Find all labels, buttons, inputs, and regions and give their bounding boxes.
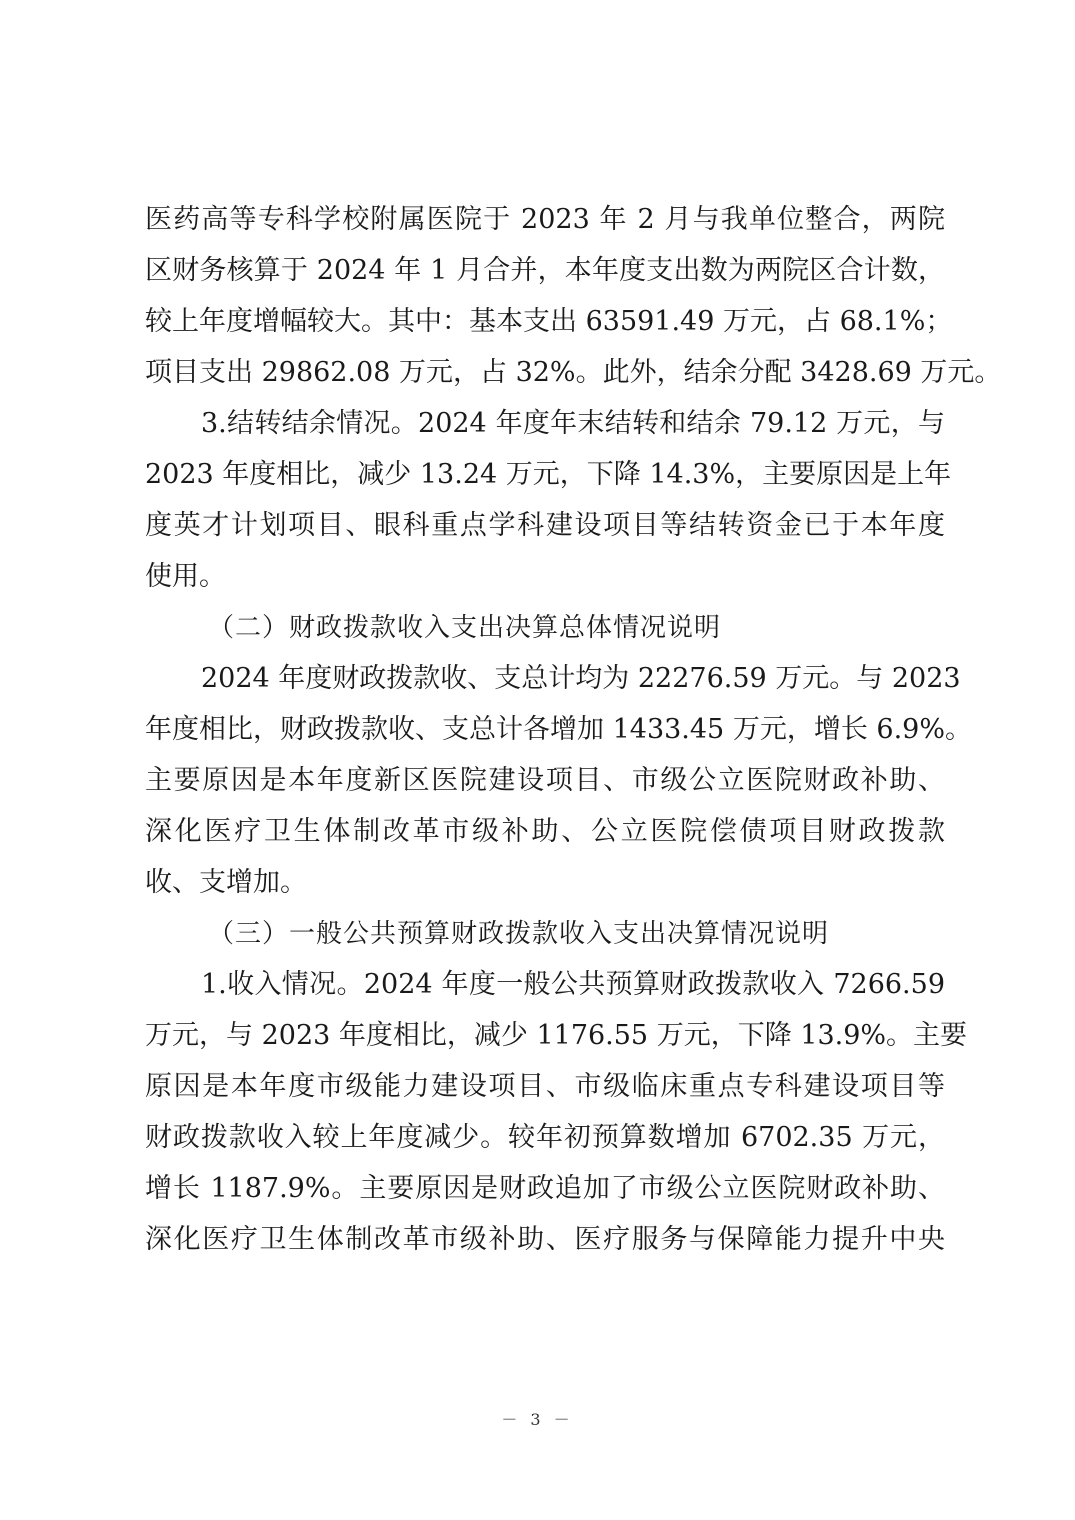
paragraph-line: 增长 1187.9%。主要原因是财政追加了市级公立医院财政补助、 (145, 1173, 945, 1204)
paragraph-line: 深化医疗卫生体制改革市级补助、公立医院偿债项目财政拨款 (145, 816, 945, 847)
paragraph-line: 主要原因是本年度新区医院建设项目、市级公立医院财政补助、 (145, 765, 945, 796)
paragraph-line: 2023 年度相比，减少 13.24 万元，下降 14.3%，主要原因是上年 (145, 459, 952, 490)
paragraph-line: 使用。 (145, 561, 226, 592)
paragraph-line: 度英才计划项目、眼科重点学科建设项目等结转资金已于本年度 (145, 510, 945, 541)
section-heading: （二）财政拨款收入支出决算总体情况说明 (208, 613, 722, 643)
paragraph-line: 财政拨款收入较上年度减少。较年初预算数增加 6702.35 万元， (145, 1122, 945, 1153)
paragraph-line: 3.结转结余情况。2024 年度年末结转和结余 79.12 万元，与 (201, 408, 945, 439)
paragraph-line: 收、支增加。 (145, 867, 307, 898)
paragraph-line: 原因是本年度市级能力建设项目、市级临床重点专科建设项目等 (145, 1071, 945, 1102)
page-number: － 3 － (501, 1410, 574, 1429)
paragraph-line: 区财务核算于 2024 年 1 月合并，本年度支出数为两院区合计数， (145, 255, 945, 286)
paragraph-line: 万元，与 2023 年度相比，减少 1176.55 万元，下降 13.9%。主要 (145, 1020, 968, 1051)
paragraph-line: 项目支出 29862.08 万元，占 32%。此外，结余分配 3428.69 万元。 (145, 357, 1002, 388)
paragraph-line: 医药高等专科学校附属医院于 2023 年 2 月与我单位整合，两院 (145, 204, 945, 235)
paragraph-line: 1.收入情况。2024 年度一般公共预算财政拨款收入 7266.59 (201, 969, 945, 1000)
paragraph-line: 年度相比，财政拨款收、支总计各增加 1433.45 万元，增长 6.9%。 (145, 714, 972, 745)
paragraph-line: 深化医疗卫生体制改革市级补助、医疗服务与保障能力提升中央 (145, 1224, 945, 1255)
paragraph-line: 较上年度增幅较大。其中：基本支出 63591.49 万元，占 68.1%； (145, 306, 953, 337)
section-heading: （三）一般公共预算财政拨款收入支出决算情况说明 (208, 919, 830, 949)
paragraph-line: 2024 年度财政拨款收、支总计均为 22276.59 万元。与 2023 (201, 663, 961, 694)
